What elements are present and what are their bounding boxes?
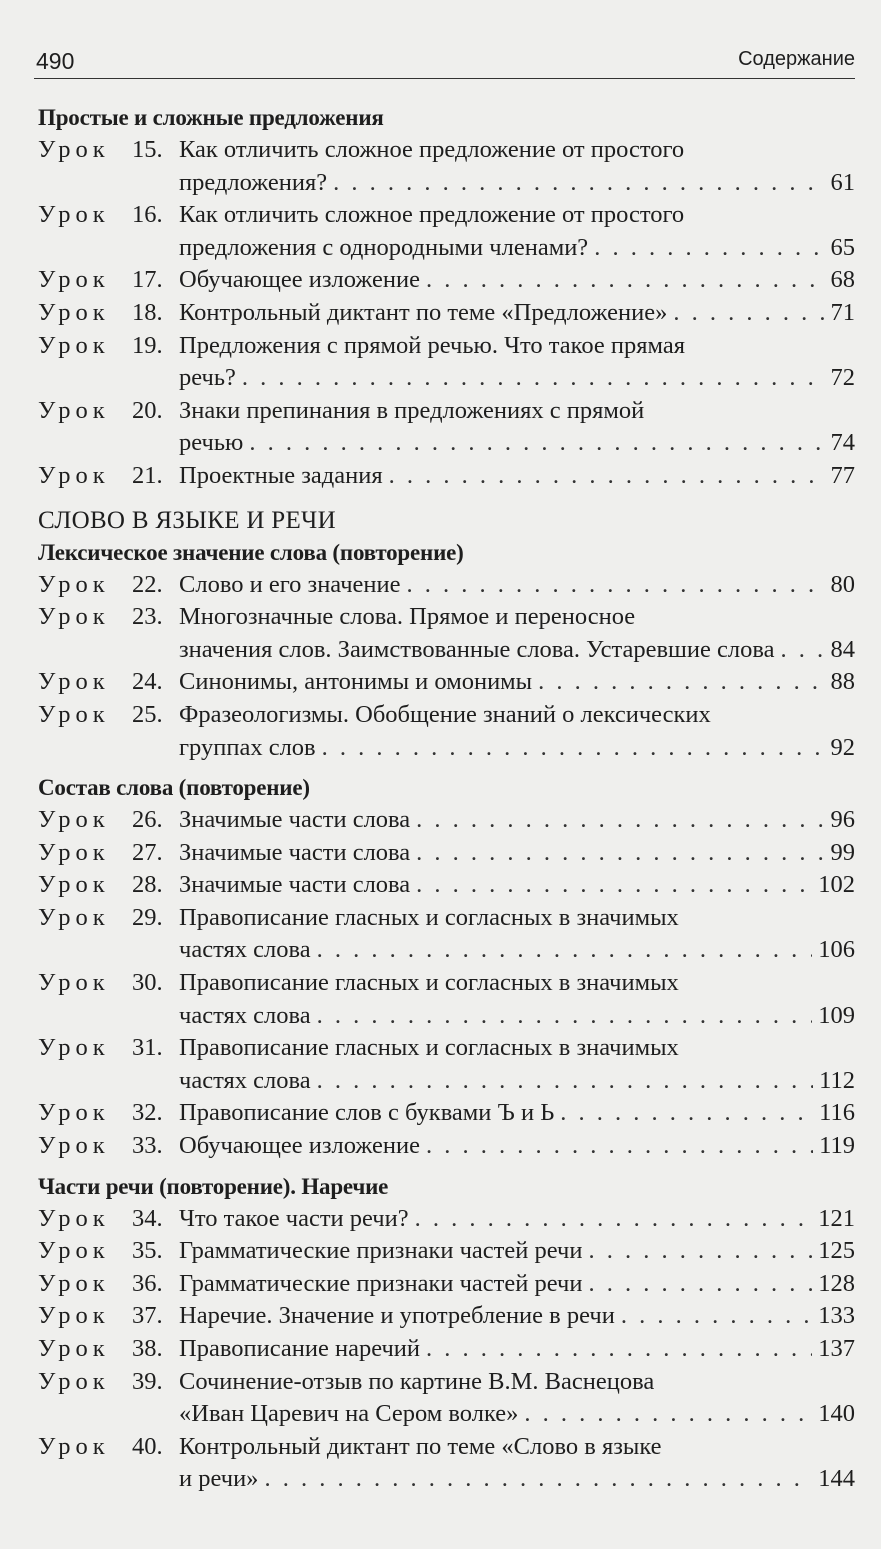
- leader-dots: [389, 460, 825, 493]
- toc-section: [38, 1171, 855, 1496]
- lesson-label: Урок: [38, 969, 110, 997]
- entry-line-with-page: [179, 1097, 855, 1130]
- leader-dots: [594, 232, 824, 265]
- section-heading: Состав слова (повторение): [38, 775, 310, 801]
- entry-line: [38, 1203, 855, 1236]
- leader-dots: [415, 1203, 813, 1236]
- lesson-number: 20.: [132, 396, 163, 424]
- lesson-title: Правописание слов с буквами Ъ и Ь: [179, 1099, 555, 1127]
- lesson-number: 18.: [132, 298, 163, 326]
- lesson-label: Урок: [38, 1367, 110, 1395]
- page-ref: 128: [818, 1269, 855, 1297]
- lesson-title: Правописание наречий: [179, 1335, 421, 1362]
- leader-dots: [588, 1235, 812, 1268]
- toc-entry: [38, 460, 855, 493]
- lesson-title: частях слова: [179, 1066, 311, 1094]
- table-of-contents: [38, 102, 855, 1496]
- lesson-title: Многозначные слова. Прямое и переносное: [179, 603, 636, 631]
- entry-line: [38, 297, 855, 330]
- lesson-number: 38.: [132, 1335, 163, 1362]
- page-ref: 88: [830, 668, 855, 696]
- lesson-label: Урок: [38, 1132, 110, 1160]
- lesson-number: 28.: [132, 871, 163, 899]
- lesson-title: Грамматические признаки частей речи: [179, 1237, 583, 1265]
- entry-line-with-page: [179, 232, 855, 265]
- entry-line-with-page: [179, 297, 855, 330]
- lesson-title: Правописание гласных и согласных в значимых: [179, 903, 679, 931]
- lesson-title: Проектные задания: [179, 461, 383, 489]
- leader-dots: [242, 362, 825, 395]
- lesson-title: Контрольный диктант по теме «Слово в языке: [179, 1432, 662, 1460]
- entry-line-with-page: [179, 1300, 855, 1333]
- page-ref: 102: [818, 871, 855, 899]
- part-title: СЛОВО В ЯЗЫКЕ И РЕЧИ: [38, 506, 336, 534]
- leader-dots: [426, 1130, 813, 1163]
- lesson-label: Урок: [38, 838, 110, 866]
- entry-line: [38, 837, 855, 870]
- toc-entry: [38, 1235, 855, 1268]
- lesson-title: «Иван Царевич на Сером волке»: [179, 1400, 519, 1428]
- lesson-title: и речи»: [179, 1465, 259, 1493]
- toc-entry: [38, 1130, 855, 1163]
- page-ref: 99: [830, 838, 855, 866]
- lesson-number: 22.: [132, 570, 163, 598]
- toc-entry: [38, 902, 855, 967]
- lesson-title: Значимые части слова: [179, 838, 411, 866]
- lesson-number: 29.: [132, 903, 163, 931]
- page-ref: 71: [830, 298, 855, 326]
- entry-line: [38, 601, 855, 634]
- entry-line-with-page: [179, 666, 855, 699]
- entry-line-with-page: [179, 1235, 855, 1268]
- lesson-title: речь?: [179, 364, 236, 392]
- page-ref: 133: [818, 1302, 855, 1330]
- page-header: [34, 44, 855, 79]
- lesson-label: Урок: [38, 1269, 110, 1297]
- entry-line: [38, 330, 855, 363]
- page-ref: 96: [830, 806, 855, 834]
- entry-line-with-page: [179, 837, 855, 870]
- entry-line: [38, 1097, 855, 1130]
- toc-entry: [38, 869, 855, 902]
- toc-entry: [38, 1032, 855, 1097]
- lesson-label: Урок: [38, 298, 110, 326]
- toc-entry: [38, 395, 855, 460]
- lesson-title: Как отличить сложное предложение от простого: [179, 201, 685, 229]
- entry-line-with-page: [179, 1065, 855, 1098]
- entry-line: [38, 167, 855, 200]
- lesson-label: Урок: [38, 1034, 110, 1062]
- page-ref: 72: [830, 364, 855, 392]
- lesson-number: 26.: [132, 806, 163, 834]
- entry-line: [38, 427, 855, 460]
- entry-line-with-page: [179, 1130, 855, 1163]
- leader-dots: [333, 167, 824, 200]
- lesson-title: Правописание гласных и согласных в значимых: [179, 969, 679, 997]
- leader-dots: [538, 666, 824, 699]
- entry-line: [38, 902, 855, 935]
- page-ref: 140: [818, 1400, 855, 1428]
- entry-line-with-page: [179, 362, 855, 395]
- lesson-number: 39.: [132, 1367, 163, 1395]
- toc-section: [38, 501, 855, 765]
- toc-section: [38, 772, 855, 1163]
- lesson-number: 16.: [132, 201, 163, 229]
- toc-entry: [38, 699, 855, 764]
- page-ref: 84: [830, 635, 855, 663]
- lesson-number: 31.: [132, 1034, 163, 1062]
- page-ref: 92: [830, 733, 855, 761]
- entry-line-with-page: [179, 1333, 855, 1366]
- leader-dots: [560, 1097, 813, 1130]
- page-ref: 61: [830, 168, 855, 196]
- toc-entry: [38, 837, 855, 870]
- lesson-title: Грамматические признаки частей речи: [179, 1269, 583, 1297]
- toc-entry: [38, 1268, 855, 1301]
- lesson-label: Урок: [38, 903, 110, 931]
- entry-line-with-page: [179, 869, 855, 902]
- entry-line: [38, 362, 855, 395]
- lesson-number: 37.: [132, 1302, 163, 1330]
- lesson-title: Значимые части слова: [179, 806, 411, 834]
- lesson-number: 23.: [132, 603, 163, 631]
- entry-line: [38, 395, 855, 428]
- leader-dots: [673, 297, 824, 330]
- page-ref: 116: [819, 1099, 855, 1127]
- page-ref: 65: [830, 233, 855, 261]
- lesson-label: Урок: [38, 266, 110, 294]
- entry-line: [38, 460, 855, 493]
- lesson-label: Урок: [38, 603, 110, 631]
- entry-line: [38, 1463, 855, 1496]
- lesson-title: Фразеологизмы. Обобщение знаний о лексических: [179, 700, 711, 728]
- leader-dots: [780, 634, 824, 667]
- entry-line: [38, 1065, 855, 1098]
- toc-entry: [38, 1097, 855, 1130]
- section-heading: Лексическое значение слова (повторение): [38, 539, 464, 565]
- lesson-label: Урок: [38, 201, 110, 229]
- entry-line: [38, 699, 855, 732]
- entry-line: [38, 967, 855, 1000]
- toc-entry: [38, 804, 855, 837]
- leader-dots: [416, 837, 824, 870]
- toc-entry: [38, 569, 855, 602]
- lesson-title: Правописание гласных и согласных в значимых: [179, 1034, 679, 1062]
- leader-dots: [407, 569, 825, 602]
- lesson-title: предложения?: [179, 168, 328, 196]
- entry-line: [38, 199, 855, 232]
- entry-line-with-page: [179, 427, 855, 460]
- lesson-label: Урок: [38, 806, 110, 834]
- entry-line-with-page: [179, 1000, 855, 1033]
- leader-dots: [416, 869, 812, 902]
- page-ref: 144: [818, 1465, 855, 1493]
- page-ref: 106: [818, 936, 855, 964]
- lesson-title: Наречие. Значение и употребление в речи: [179, 1302, 615, 1330]
- lesson-number: 15.: [132, 136, 163, 163]
- entry-line-with-page: [179, 634, 855, 667]
- page-ref: 77: [830, 461, 855, 489]
- leader-dots: [264, 1463, 812, 1496]
- entry-line-with-page: [179, 1268, 855, 1301]
- toc-entry: [38, 601, 855, 666]
- lesson-number: 36.: [132, 1269, 163, 1297]
- lesson-label: Урок: [38, 1204, 110, 1232]
- lesson-label: Урок: [38, 1335, 110, 1362]
- entry-line: [38, 1300, 855, 1333]
- lesson-title: Обучающее изложение: [179, 1132, 420, 1160]
- section-heading: Простые и сложные предложения: [38, 105, 384, 130]
- entry-line: [38, 666, 855, 699]
- toc-entry: [38, 1366, 855, 1431]
- page-ref: 137: [818, 1335, 855, 1362]
- lesson-number: 24.: [132, 668, 163, 696]
- page-number: 490: [36, 48, 75, 74]
- lesson-label: Урок: [38, 461, 110, 489]
- toc-entry: [38, 967, 855, 1032]
- lesson-number: 34.: [132, 1204, 163, 1232]
- entry-line: [38, 1398, 855, 1431]
- page-ref: 119: [819, 1132, 855, 1160]
- page-ref: 125: [818, 1237, 855, 1265]
- lesson-title: Предложения с прямой речью. Что такое прямая: [179, 331, 685, 359]
- lesson-title: Сочинение-отзыв по картине В.М. Васнецова: [179, 1367, 655, 1395]
- entry-line: [38, 1235, 855, 1268]
- lesson-title: Как отличить сложное предложение от простого: [179, 136, 685, 163]
- entry-line: [38, 934, 855, 967]
- entry-line: [38, 1000, 855, 1033]
- leader-dots: [249, 427, 824, 460]
- entry-line-with-page: [179, 804, 855, 837]
- entry-line-with-page: [179, 934, 855, 967]
- lesson-title: Обучающее изложение: [179, 266, 420, 294]
- leader-dots: [317, 1065, 814, 1098]
- leader-dots: [588, 1268, 812, 1301]
- entry-line: [38, 732, 855, 765]
- entry-line-with-page: [179, 460, 855, 493]
- lesson-number: 30.: [132, 969, 163, 997]
- lesson-number: 33.: [132, 1132, 163, 1160]
- entry-line-with-page: [179, 1398, 855, 1431]
- entry-line: [38, 1366, 855, 1399]
- lesson-title: речью: [179, 429, 244, 457]
- leader-dots: [426, 264, 825, 297]
- lesson-number: 21.: [132, 461, 163, 489]
- page-ref: 109: [818, 1001, 855, 1029]
- lesson-title: значения слов. Заимствованные слова. Устаревшие слова: [179, 635, 775, 663]
- toc-section: [38, 102, 855, 493]
- entry-line: [38, 1268, 855, 1301]
- toc-entry: [38, 134, 855, 199]
- entry-line: [38, 869, 855, 902]
- leader-dots: [524, 1398, 812, 1431]
- entry-line-with-page: [179, 1203, 855, 1236]
- lesson-label: Урок: [38, 1237, 110, 1265]
- lesson-title: частях слова: [179, 1001, 311, 1029]
- entry-line: [38, 264, 855, 297]
- entry-line: [38, 134, 855, 167]
- lesson-label: Урок: [38, 331, 110, 359]
- entry-line-with-page: [179, 1463, 855, 1496]
- lesson-title: Слово и его значение: [179, 570, 401, 598]
- entry-line: [38, 232, 855, 265]
- entry-line-with-page: [179, 264, 855, 297]
- entry-line: [38, 804, 855, 837]
- section-heading: Части речи (повторение). Наречие: [38, 1173, 389, 1199]
- toc-entry: [38, 1300, 855, 1333]
- leader-dots: [317, 934, 813, 967]
- toc-entry: [38, 264, 855, 297]
- lesson-title: частях слова: [179, 936, 311, 964]
- entry-line: [38, 1032, 855, 1065]
- lesson-number: 32.: [132, 1099, 163, 1127]
- entry-line: [38, 569, 855, 602]
- lesson-title: Знаки препинания в предложениях с прямой: [179, 396, 645, 424]
- entry-line-with-page: [179, 569, 855, 602]
- entry-line-with-page: [179, 732, 855, 765]
- lesson-title: Значимые части слова: [179, 871, 411, 899]
- leader-dots: [426, 1333, 812, 1366]
- entry-line-with-page: [179, 167, 855, 200]
- lesson-number: 17.: [132, 266, 163, 294]
- lesson-number: 27.: [132, 838, 163, 866]
- page-ref: 112: [819, 1066, 855, 1094]
- toc-entry: [38, 666, 855, 699]
- lesson-label: Урок: [38, 1099, 110, 1127]
- lesson-number: 25.: [132, 700, 163, 728]
- entry-line: [38, 1333, 855, 1366]
- running-title: Содержание: [738, 48, 855, 70]
- page-ref: 74: [830, 429, 855, 457]
- lesson-number: 35.: [132, 1237, 163, 1265]
- lesson-label: Урок: [38, 1432, 110, 1460]
- page-ref: 80: [830, 570, 855, 598]
- lesson-label: Урок: [38, 570, 110, 598]
- lesson-label: Урок: [38, 136, 110, 163]
- lesson-title: группах слов: [179, 733, 316, 761]
- page-ref: 68: [830, 266, 855, 294]
- lesson-label: Урок: [38, 871, 110, 899]
- toc-entry: [38, 330, 855, 395]
- lesson-label: Урок: [38, 668, 110, 696]
- lesson-title: предложения с однородными членами?: [179, 233, 589, 261]
- entry-line: [38, 1431, 855, 1464]
- entry-line: [38, 1130, 855, 1163]
- leader-dots: [322, 732, 825, 765]
- lesson-title: Что такое части речи?: [179, 1204, 409, 1232]
- lesson-number: 40.: [132, 1432, 163, 1460]
- page-ref: 121: [818, 1204, 855, 1232]
- entry-line: [38, 634, 855, 667]
- toc-entry: [38, 1333, 855, 1366]
- lesson-label: Урок: [38, 396, 110, 424]
- lesson-number: 19.: [132, 331, 163, 359]
- lesson-title: Контрольный диктант по теме «Предложение»: [179, 298, 668, 326]
- lesson-title: Синонимы, антонимы и омонимы: [179, 668, 533, 696]
- toc-entry: [38, 1431, 855, 1496]
- leader-dots: [621, 1300, 812, 1333]
- lesson-label: Урок: [38, 1302, 110, 1330]
- lesson-label: Урок: [38, 700, 110, 728]
- toc-entry: [38, 199, 855, 264]
- toc-entry: [38, 1203, 855, 1236]
- leader-dots: [317, 1000, 813, 1033]
- toc-entry: [38, 297, 855, 330]
- leader-dots: [416, 804, 824, 837]
